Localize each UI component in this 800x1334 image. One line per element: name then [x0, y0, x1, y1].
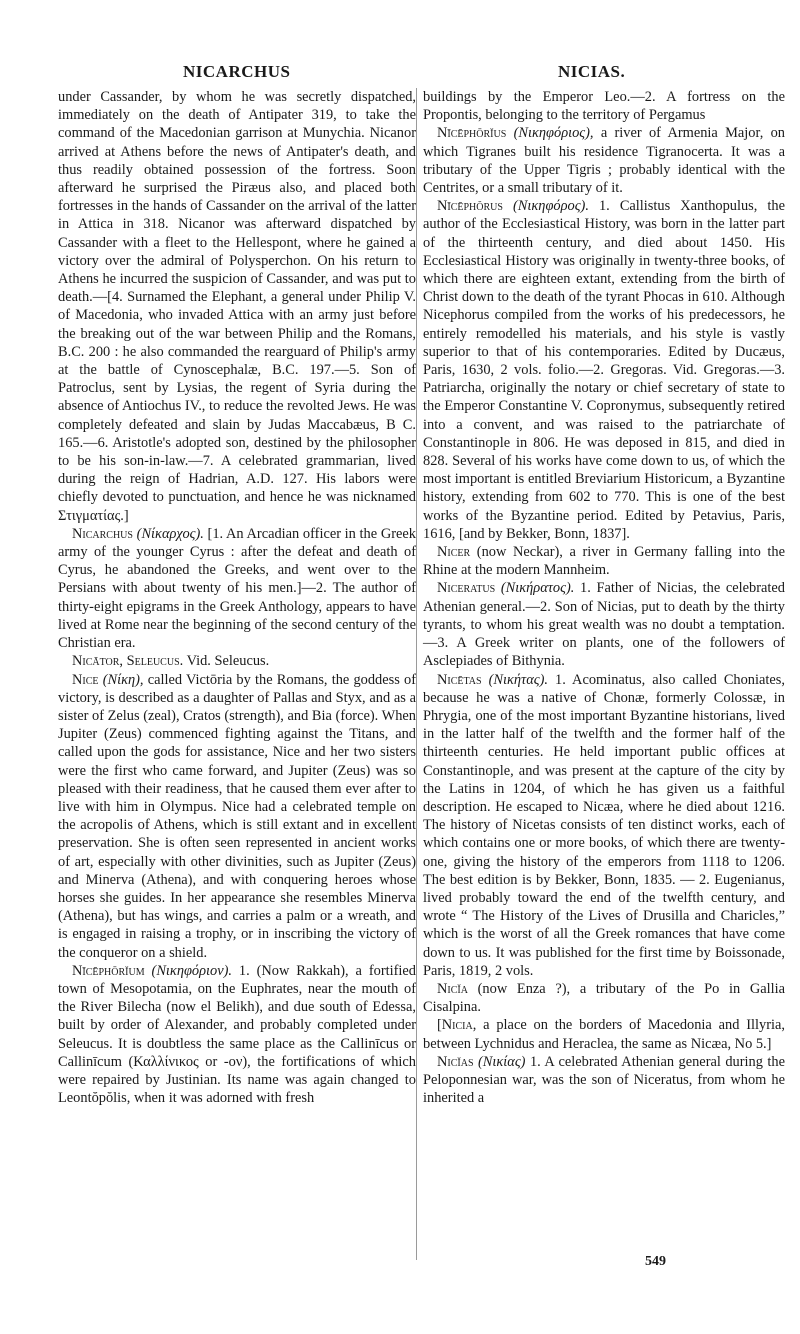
entry-text: (now Enza ?), a tributary of the Po in Gallia Cisalpina.: [423, 980, 785, 1016]
right-column: [423, 88, 785, 1107]
greek-form: (Νικήρατος).: [500, 580, 575, 597]
greek-form: (Νίκη),: [102, 671, 144, 688]
running-header: [0, 62, 800, 86]
entry-text: a river of Armenia Major, on which Tigranes built his residence Tigranocerta. It was a tributary of the Upper Tigris ; probably identical with the Centrites, or a small tributary of it.: [423, 125, 785, 197]
greek-form: (Νίκαρχος).: [136, 525, 204, 542]
entry-nicias: [423, 1053, 785, 1108]
column-divider: [416, 88, 417, 1260]
entry-text: 1. Callistus Xanthopulus, the author of the Ecclesiastical History, was born in the latter part of the thirteenth century, and died about 1450. His Ecclesiastical History was originally in twenty-three books, of which there are eighteen extant, extending from the birth of Christ down to the death of the tyrant Phocas in 610. Although Nicephorus compiled from the works of his predecessors, he entirely remodelled his materials, and his style is vastly superior to that of his contemporaries. Edited by Ducæus, Paris, 1630, 2 vols. folio.—2. Gregoras. Vid. Gregoras.—3. Patriarcha, originally the notary or chief secretary of state to the Emperor Constantine V. Copronymus, subsequently retired into a convent, and was raised to the patriarchate of Constantinople in 806. He was deposed in 815, and died in 828. Several of his works have come down to us, of which the most important is entitled Breviarium Historicum, a Byzantine history, extending from 602 to 770. This is one of the best works of the Byzantine period. Edited by Petavius, Paris, 1616, [and by Bekker, Bonn, 1837].: [423, 198, 785, 542]
greek-form: (Νικηφόριον).: [151, 962, 233, 979]
entry-headword: Nicĭa: [437, 980, 468, 997]
greek-form: (Νικήτας).: [488, 671, 548, 688]
left-column: [58, 88, 416, 1107]
entry-nicer: [423, 543, 785, 579]
right-running-head: NICIAS.: [558, 62, 626, 81]
entry-headword: Nīcēphōrĭus: [437, 125, 507, 142]
entry-nicia: [423, 980, 785, 1016]
entry-nice: [58, 671, 416, 962]
entry-text: [1. An Arcadian officer in the Greek army of the younger Cyrus : after the defeat and death of Cyrus, he abandoned the Greeks, and went over to the Persians with about twenty of his men.]—2. The author of thirty-eight epigrams in the Greek Anthology, appears to have lived at Rome near the beginning of the second century of the Christian era.: [58, 525, 416, 652]
entry-text: (now Neckar), a river in Germany falling into the Rhine at the modern Mannheim.: [423, 544, 785, 579]
entry-headword: Nīcēphōrĭum: [72, 962, 145, 979]
entry-nicator: [58, 652, 416, 670]
entry-text: a place on the borders of Macedonia and Illyria, between Lychnidus and Heraclea, the same as Nicæa, No 5.]: [423, 1017, 785, 1052]
entry-nicephorium: [58, 962, 416, 1108]
greek-form: (Νικηφόρος).: [513, 198, 589, 215]
entry-headword: Nicarchus: [72, 525, 133, 542]
entry-nicia-place: [423, 1016, 785, 1052]
entry-nicephorius: [423, 124, 785, 197]
entry-nicetas: [423, 671, 785, 980]
continuation-paragraph: under Cassander, by whom he was secretly dispatched, immediately on the death of Antipater 319, to take the command of the Macedonian garrison at Munychia. Nicanor arrived at Athens before the news of Antipater's death, and thus readily obtained possession of the fortress. Soon afterward he surprised the Piræus also, and placed both fortresses in the hands of Cassander on the arrival of the latter in Attica in 318. Nicanor was afterward dispatched by Cassander with a fleet to the Hellespont, where he gained a victory over the admiral of Polysperchon. On his return to Athens he incurred the suspicion of Cassander, and was put to death.—[4. Surnamed the Elephant, a general under Philip V. of Macedonia, who invaded Attica with an army just before the breaking out of the war between Philip and the Romans, B.C. 200 : he also commanded the rearguard of Philip's army at the battle of Cynoscephalæ, B.C. 197.—5. Son of Patroclus, sent by Lysias, the regent of Syria during the absence of Antiochus IV., to reduce the revolted Jews. He was completely defeated and slain by Judas Maccabæus, B C. 165.—6. Aristotle's adopted son, destined by the philosopher to be his son-in-law.—7. A celebrated grammarian, lived during the reign of Hadrian, A.D. 127. His labors were chiefly devoted to punctuation, and hence he was nicknamed Στιγματίας.]: [58, 89, 416, 524]
entry-nicephorus: [423, 197, 785, 543]
page-number: 549: [645, 1254, 666, 1269]
entry-headword: Nicētas: [437, 671, 482, 688]
entry-nicarchus: [58, 525, 416, 652]
entry-headword: Niceratus: [437, 580, 496, 597]
entry-text: called Victōria by the Romans, the goddess of victory, is described as a daughter of Pallas and Styx, and as a sister of Zelus (zeal), Cratos (strength), and Bia (force). When Jupiter (Zeus) commenced fighting against the Titans, and called upon the gods for assistance, Nice and her two sisters were the first who came forward, and Jupiter (Zeus) was so pleased with their readiness, that he caused them ever after to live with him in Olympus. Nice had a celebrated temple on the acropolis of Athens, which is still extant and in excellent preservation. She is often seen represented in ancient works of art, especially with other divinities, such as Jupiter (Zeus) and Minerva (Athena), and with conquering heroes whose horses she guides. In her appearance she resembles Minerva (Athena), but has wings, and carries a palm or a wreath, and is engaged in raising a trophy, or in inscribing the victory of the conqueror on a shield.: [58, 671, 416, 961]
entry-headword: [Nicia,: [437, 1017, 477, 1034]
entry-headword: Nice: [72, 671, 99, 688]
greek-form: (Νικίας): [478, 1053, 526, 1070]
entry-headword: Nicātor, Seleucus.: [72, 653, 184, 670]
entry-text: 1. A celebrated Athenian general during the Peloponnesian war, was the son of Niceratus, from whom he inherited a: [423, 1053, 785, 1107]
entry-headword: Nicer: [437, 544, 471, 561]
entry-niceratus: [423, 579, 785, 670]
entry-text: 1. (Now Rakkah), a fortified town of Mesopotamia, on the Euphrates, near the mouth of the River Bilecha (now el Belikh), and due south of Edessa, built by order of Alexander, and probably completed under Seleucus. It is doubtless the same place as the Callinīcus or Callinīcum (Καλλίνικος or -ον), the fortifications of which were repaired by Justinian. Its name was again changed to Leontŏpŏlis, when it was adorned with fresh: [58, 962, 416, 1107]
entry-text: Vid. Seleucus.: [183, 653, 270, 670]
greek-form: (Νικηφόριος),: [513, 125, 594, 142]
entry-headword: Nīcēphŏrus: [437, 198, 503, 215]
entry-text: 1. Father of Nicias, the celebrated Athenian general.—2. Son of Nicias, put to death by the thirty tyrants, to whom his great wealth was no doubt a temptation.—3. A Greek writer on plants, one of the followers of Asclepiades of Bithynia.: [423, 580, 786, 670]
left-running-head: NICARCHUS: [183, 62, 291, 81]
entry-headword: Nicĭas: [437, 1053, 474, 1070]
entry-text: 1. Acominatus, also called Choniates, because he was a native of Chonæ, formerly Colossæ, in Phrygia, one of the most important Byzantine historians, lived in the latter half of the twelfth and the former half of the thirteenth centuries. He held important public offices at Constantinople, and was present at the capture of the city by the Latins in 1204, of which he has given us a faithful description. He escaped to Nicæa, where he died about 1216. The history of Nicetas consists of ten distinct works, each of which contains one or more books, of which there are twenty-one, giving the history of the emperors from 1118 to 1206. The best edition is by Bekker, Bonn, 1835. — 2. Eugenianus, lived probably toward the end of the twelfth century, and wrote “ The History of the Lives of Drusilla and Charicles,” which is the worst of all the Greek romances that have come down to us. It was published for the first time by Boissonade, Paris, 1819, 2 vols.: [423, 671, 785, 979]
continuation-paragraph: buildings by the Emperor Leo.—2. A fortress on the Propontis, belonging to the territory of Pergamus: [423, 89, 785, 124]
